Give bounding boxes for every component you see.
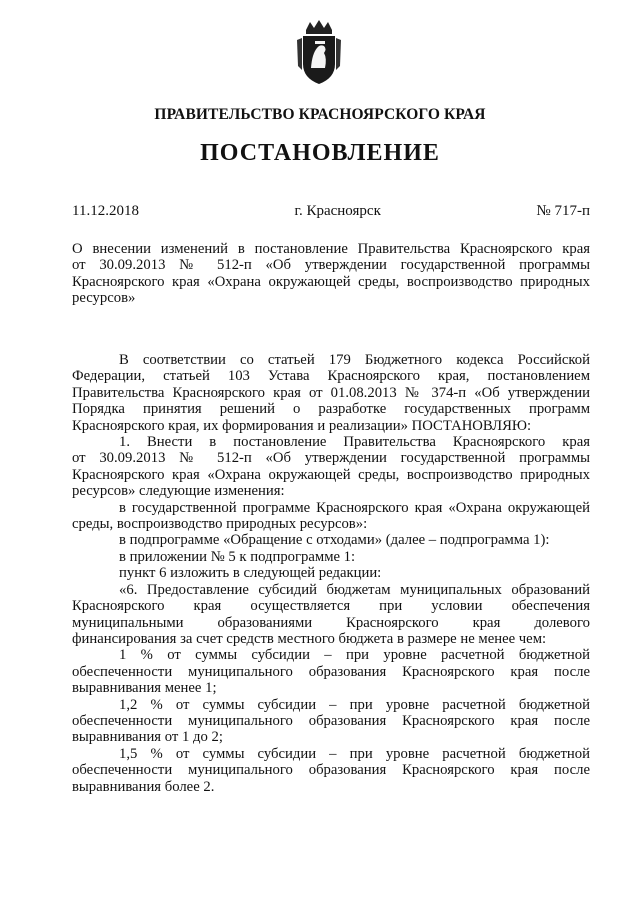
body-line: выравнивания от 1 до 2; — [72, 729, 223, 746]
subject-line: Красноярского края «Охрана окружающей среды, воспроизводство природных — [72, 273, 590, 290]
body-line: Красноярского края «Охрана окружающей среды, воспроизводство природных — [72, 466, 590, 483]
body-line: муниципальными образованиями Красноярского края долевого — [72, 614, 590, 631]
document-subject — [72, 241, 590, 307]
body-line: Правительства Красноярского края от 01.08.2013 № 374-п «Об утверждении — [72, 384, 590, 401]
subject-line: от 30.09.2013 № 512-п «Об утверждении государственной программы — [72, 257, 590, 274]
body-line: 1 % от суммы субсидии – при уровне расчетной бюджетной — [119, 647, 590, 664]
government-title: ПРАВИТЕЛЬСТВО КРАСНОЯРСКОГО КРАЯ — [154, 106, 486, 123]
body-line: в приложении № 5 к подпрограмме 1: — [119, 548, 356, 565]
coat-of-arms-icon — [296, 20, 342, 86]
body-line: Порядка принятия решений о разработке государственных программ — [72, 401, 590, 418]
body-line: Красноярского края, их формирования и реализации» ПОСТАНОВЛЯЮ: — [72, 417, 532, 434]
body-line: В соответствии со статьей 179 Бюджетного кодекса Российской — [119, 352, 590, 368]
body-line: в подпрограмме «Обращение с отходами» (далее – подпрограмма 1): — [119, 532, 550, 549]
body-line: 1,2 % от суммы субсидии – при уровне расчетной бюджетной — [119, 696, 590, 713]
body-line: обеспеченности муниципального образования Красноярского края после — [72, 663, 590, 680]
document-date: 11.12.2018 — [72, 203, 139, 219]
body-line: обеспеченности муниципального образования Красноярского края после — [72, 712, 590, 729]
body-line: выравнивания менее 1; — [72, 680, 217, 697]
body-line: Федерации, статьей 103 Устава Красноярского края, постановлением — [72, 368, 590, 385]
document-meta — [72, 203, 590, 220]
body-line: финансирования за счет средств местного бюджета в размере не менее чем: — [72, 630, 547, 647]
document-body — [72, 352, 590, 795]
body-line: 1. Внести в постановление Правительства Красноярского края — [119, 434, 590, 451]
body-line: пункт 6 изложить в следующей редакции: — [119, 565, 382, 582]
document-city: г. Красноярск — [294, 203, 381, 219]
body-line: обеспеченности муниципального образования Красноярского края после — [72, 762, 590, 779]
body-line: «6. Предоставление субсидий бюджетам муниципальных образований — [119, 581, 590, 598]
body-line: от 30.09.2013 № 512-п «Об утверждении государственной программы — [72, 450, 590, 467]
subject-line: О внесении изменений в постановление Правительства Красноярского края — [72, 241, 590, 257]
document-type-title: ПОСТАНОВЛЕНИЕ — [200, 140, 440, 166]
body-line: Красноярского края осуществляется при условии обеспечения — [72, 598, 590, 615]
body-line: ресурсов» следующие изменения: — [72, 483, 285, 500]
body-line: среды, воспроизводство природных ресурсов»: — [72, 516, 368, 533]
body-line: в государственной программе Красноярского края «Охрана окружающей — [119, 499, 590, 516]
body-line: 1,5 % от суммы субсидии – при уровне расчетной бюджетной — [119, 745, 590, 762]
body-line: выравнивания более 2. — [72, 778, 215, 795]
subject-line: ресурсов» — [72, 290, 136, 307]
document-number: № 717-п — [536, 203, 590, 219]
